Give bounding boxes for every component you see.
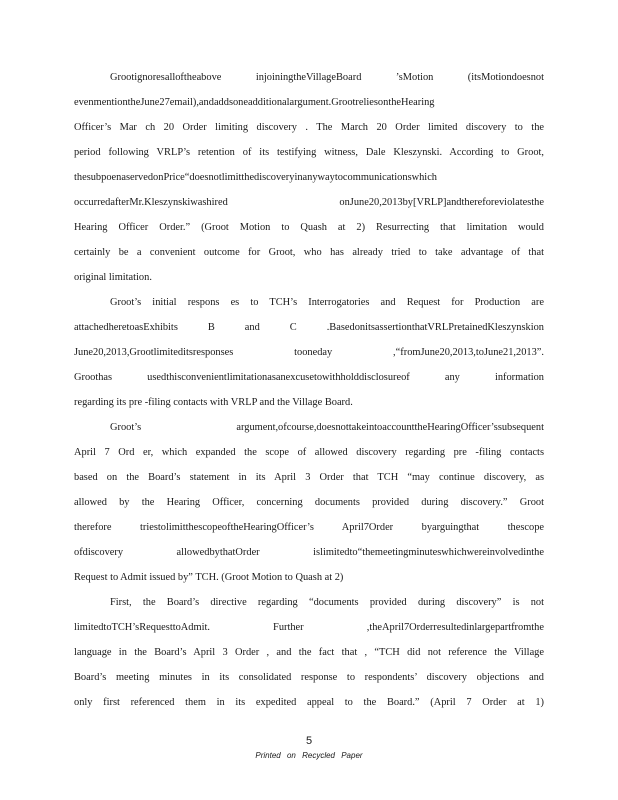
body-line: ofdiscovery allowedbythatOrder islimitedto“themeetingminuteswhichwereinvolvedinthe <box>74 547 544 558</box>
body-line: based on the Board’s statement in its April 3 Order that TCH “may continue discovery, as <box>74 472 544 483</box>
body-line: Groothas usedthisconvenientlimitationasanexcusetowithholddisclosureof any information <box>74 372 544 383</box>
body-line: First, the Board’s directive regarding “documents provided during discovery” is not <box>110 597 544 608</box>
body-line: evenmentiontheJune27email),andaddsoneadditionalargument.GrootreliesontheHearing <box>74 97 435 108</box>
body-line: period following VRLP’s retention of its testifying witness, Dale Kleszynski. According to Groot, <box>74 147 544 158</box>
body-line: Request to Admit issued by” TCH. (Groot Motion to Quash at 2) <box>74 572 344 583</box>
body-line: Hearing Officer Order.” (Groot Motion to Quash at 2) Resurrecting that limitation would <box>74 222 544 233</box>
body-line: language in the Board’s April 3 Order , and the fact that , “TCH did not reference the Village <box>74 647 544 658</box>
body-line: original limitation. <box>74 272 152 283</box>
body-line: Officer’s Mar ch 20 Order limiting discovery . The March 20 Order limited discovery to the <box>74 122 544 133</box>
body-line: regarding its pre -filing contacts with VRLP and the Village Board. <box>74 397 353 408</box>
body-line: attachedheretoasExhibits B and C .BasedonitsassertionthatVRLPretainedKleszynskion <box>74 322 544 333</box>
body-line: therefore triestolimitthescopeoftheHearingOfficer’s April7Order byarguingthat thescope <box>74 522 544 533</box>
body-line: certainly be a convenient outcome for Groot, who has already tried to take advantage of that <box>74 247 544 258</box>
body-line: April 7 Ord er, which expanded the scope of allowed discovery regarding pre -filing contacts <box>74 447 544 458</box>
footer-note: Printed on Recycled Paper <box>255 751 363 760</box>
body-line: Groot’s initial respons es to TCH’s Interrogatories and Request for Production are <box>110 297 544 308</box>
body-line: Groot’s argument,ofcourse,doesnottakeintoaccounttheHearingOfficer’ssubsequent <box>110 422 544 433</box>
body-line: allowed by the Hearing Officer, concerning documents provided during discovery.” Groot <box>74 497 544 508</box>
body-line: thesubpoenaservedonPrice“doesnotlimitthediscoveryinanywaytocommunicationswhich <box>74 172 438 183</box>
body-line: Grootignoresalloftheabove injoiningtheVillageBoard ’sMotion (itsMotiondoesnot <box>110 72 544 83</box>
body-line: occurredafterMr.Kleszynskiwashired onJune20,2013by[VRLP]andthereforeviolatesthe <box>74 197 544 208</box>
body-line: only first referenced them in its expedited appeal to the Board.” (April 7 Order at 1) <box>74 697 544 708</box>
page-number: 5 <box>305 735 313 747</box>
body-line: June20,2013,Grootlimiteditsresponses tooneday ,“fromJune20,2013,toJune21,2013”. <box>74 347 544 358</box>
body-line: Board’s meeting minutes in its consolidated response to respondents’ discovery objections and <box>74 672 544 683</box>
body-line: limitedtoTCH’sRequesttoAdmit. Further ,theApril7Orderresultedinlargepartfromthe <box>74 622 544 633</box>
